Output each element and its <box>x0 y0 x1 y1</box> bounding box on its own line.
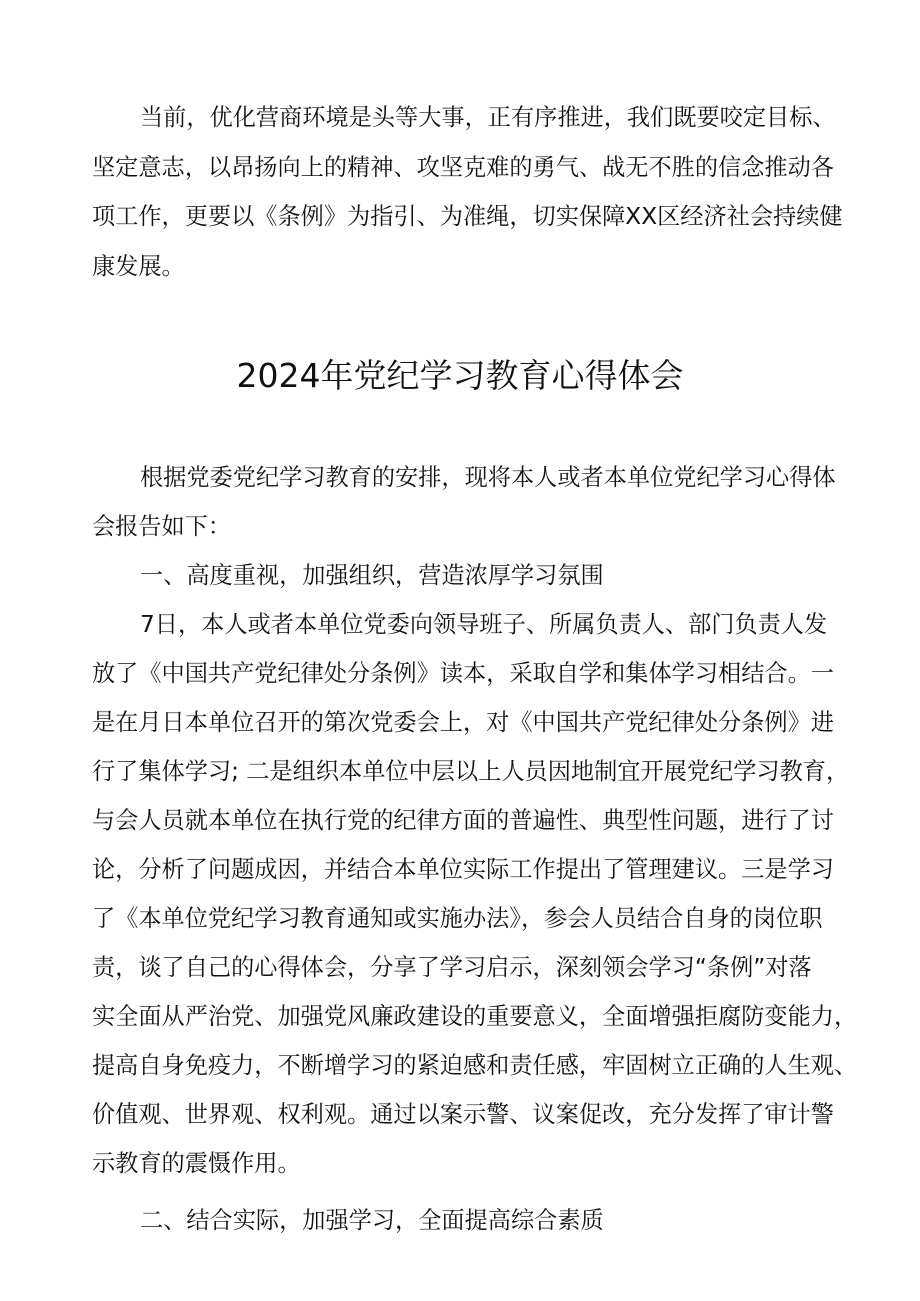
section-heading-two: 二、结合实际，加强学习，全面提高综合素质 <box>140 1207 604 1234</box>
intro-paragraph-line: 项工作，更要以《条例》为指引、为准绳，切实保障XX区经济社会持续健 <box>92 203 843 230</box>
section-one-paragraph-line: 放了《中国共产党纪律处分条例》读本，采取自学和集体学习相结合。一 <box>92 660 834 687</box>
section-heading-one: 一、高度重视，加强组织，营造浓厚学习氛围 <box>140 562 604 589</box>
section-one-paragraph-line: 责，谈了自己的心得体会，分享了学习启示，深刻领会学习“条例”对落 <box>92 954 812 981</box>
opening-paragraph-line: 会报告如下： <box>92 513 232 540</box>
section-one-paragraph-line: 与会人员就本单位在执行党的纪律方面的普遍性、典型性问题，进行了讨 <box>92 807 834 834</box>
intro-paragraph-line: 康发展。 <box>92 253 185 280</box>
section-one-paragraph-line: 7日，本人或者本单位党委向领导班子、所属负责人、部门负责人发 <box>140 611 828 638</box>
section-one-paragraph-line: 论，分析了问题成因，并结合本单位实际工作提出了管理建议。三是学习 <box>92 856 834 883</box>
intro-paragraph-line: 当前，优化营商环境是头等大事，正有序推进，我们既要咬定目标、 <box>140 104 836 131</box>
section-one-paragraph-line: 价值观、世界观、权利观。通过以案示警、议案促改，充分发挥了审计警 <box>92 1101 834 1128</box>
page-title: 2024年党纪学习教育心得体会 <box>236 356 684 395</box>
opening-paragraph-line: 根据党委党纪学习教育的安排，现将本人或者本单位党纪学习心得体 <box>140 464 836 491</box>
section-one-paragraph-line: 了《本单位党纪学习教育通知或实施办法》，参会人员结合自身的岗位职 <box>92 905 823 932</box>
section-one-paragraph-line: 实全面从严治党、加强党风廉政建设的重要意义，全面增强拒腐防变能力， <box>92 1003 858 1030</box>
intro-paragraph-line: 坚定意志，以昂扬向上的精神、攻坚克难的勇气、战无不胜的信念推动各 <box>92 154 834 181</box>
section-one-paragraph-line: 行了集体学习; 二是组织本单位中层以上人员因地制宜开展党纪学习教育， <box>92 758 850 785</box>
section-one-paragraph-line: 示教育的震慑作用。 <box>92 1150 301 1177</box>
section-one-paragraph-line: 提高自身免疫力，不断增学习的紧迫感和责任感，牢固树立正确的人生观、 <box>92 1052 858 1079</box>
section-one-paragraph-line: 是在月日本单位召开的第次党委会上，对《中国共产党纪律处分条例》进 <box>92 709 834 736</box>
